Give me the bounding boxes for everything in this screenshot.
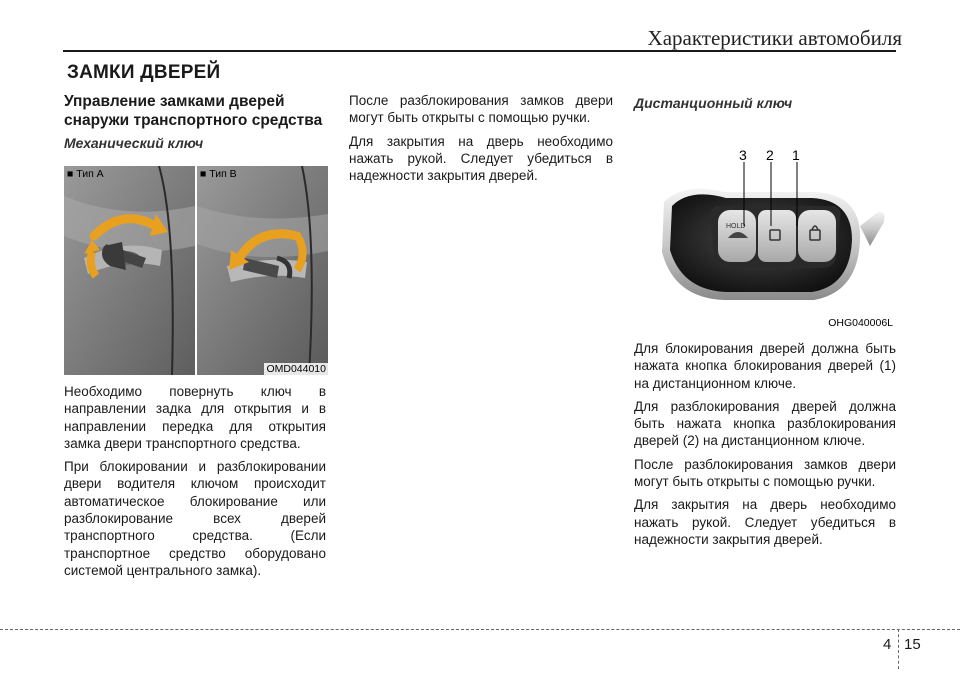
door-key-illustration-a bbox=[64, 166, 195, 375]
figure-code: OHG040006L bbox=[828, 317, 893, 329]
paragraph: После разблокирования замков двери могут быть открыты с помощью ручки. bbox=[349, 93, 613, 126]
footer-rule bbox=[0, 629, 960, 630]
callout-3: 3 bbox=[739, 147, 747, 163]
figure-mechanical-key bbox=[64, 166, 328, 375]
running-header: Характеристики автомобиля bbox=[647, 26, 902, 50]
footer-divider bbox=[898, 629, 899, 669]
callout-2: 2 bbox=[766, 147, 774, 163]
paragraph: Для закрытия на дверь необходимо нажать рукой. Следует убедиться в надежности закрытия дверей. bbox=[634, 497, 896, 547]
paragraph: После разблокирования замков двери могут быть открыты с помощью ручки. bbox=[634, 456, 896, 490]
page-number: 15 bbox=[904, 636, 921, 653]
header-rule bbox=[63, 50, 896, 52]
column-right bbox=[634, 92, 896, 554]
remote-key-illustration bbox=[634, 122, 896, 332]
paragraph: Для закрытия на дверь необходимо нажать рукой. Следует убедиться в надежности закрытия дверей. bbox=[349, 133, 613, 184]
column-left bbox=[64, 92, 326, 585]
heading-exterior-lock: Управление замками дверей снаружи транспортного средства bbox=[64, 93, 323, 129]
page-section-number: 4 bbox=[883, 636, 892, 653]
figure-panel-type-a bbox=[64, 166, 195, 375]
figure-code: OMD044010 bbox=[266, 363, 326, 375]
subheading-remote-key: Дистанционный ключ bbox=[634, 95, 793, 111]
figure-remote-key bbox=[634, 122, 896, 332]
paragraph: Для блокирования дверей должна быть нажата кнопка блокирования дверей (1) на дистанционном ключе. bbox=[634, 341, 896, 391]
paragraph: Необходимо повернуть ключ в направлении задка для открытия и в направлении передка для открытия замка двери транспортного средства. bbox=[64, 384, 326, 451]
subheading-mechanical-key: Механический ключ bbox=[64, 135, 204, 151]
column-middle bbox=[349, 92, 613, 190]
paragraph: Для разблокирования дверей должна быть нажата кнопка разблокирования дверей (2) на дистанционном ключе. bbox=[634, 398, 896, 449]
figure-label-type-b: ■ Тип B bbox=[200, 168, 237, 180]
figure-label-type-a: ■ Тип А bbox=[67, 168, 104, 180]
paragraph: При блокировании и разблокировании двери водителя ключом происходит автоматическое блокирование или разблокирование всех дверей транспортного средства. (Если транспортное средство оборудовано системой центрального замка). bbox=[64, 459, 326, 578]
svg-text:HOLD: HOLD bbox=[726, 223, 746, 230]
figure-panel-type-b bbox=[197, 166, 328, 375]
callout-1: 1 bbox=[792, 147, 800, 163]
section-title: ЗАМКИ ДВЕРЕЙ bbox=[67, 62, 221, 83]
door-key-illustration-b bbox=[197, 166, 328, 375]
